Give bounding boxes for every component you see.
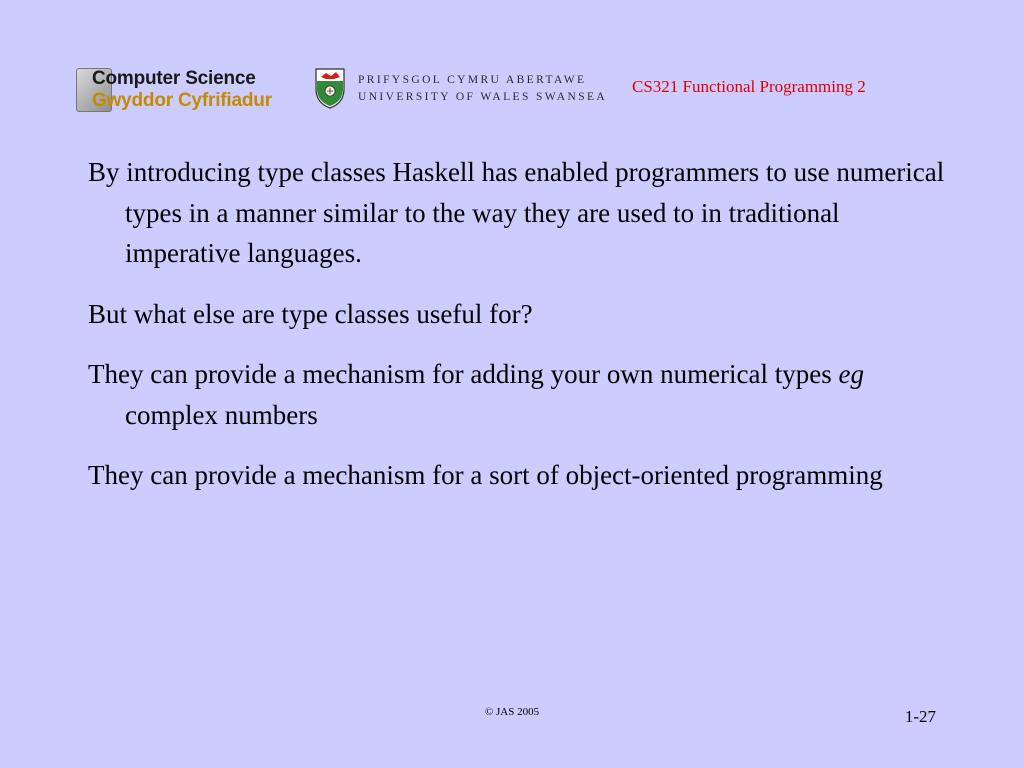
slide-header <box>0 0 1024 130</box>
university-name-welsh: PRIFYSGOL CYMRU ABERTAWE <box>358 74 587 86</box>
slide-number: 1-27 <box>904 707 936 726</box>
paragraph-text: complex numbers <box>125 399 318 430</box>
university-name <box>358 72 607 106</box>
copyright-notice: © JAS 2005 <box>484 706 540 718</box>
computer-science-logo <box>76 68 312 114</box>
paragraph: But what else are type classes useful for? <box>88 298 533 329</box>
slide-body <box>88 152 958 516</box>
logo-cs-english: Computer Science <box>92 68 256 89</box>
university-crest-icon <box>314 67 346 109</box>
paragraph: They can provide a mechanism for a sort of object-oriented programming <box>88 460 883 490</box>
emphasis-text: eg <box>838 359 864 389</box>
paragraph-text: They can provide a mechanism for adding your own numerical types <box>88 359 839 389</box>
course-title: CS321 Functional Programming 2 <box>632 77 866 96</box>
paragraph: By introducing type classes Haskell has enabled programmers to use numerical types in a manner similar to the way they are used to in traditional imperative languages. <box>88 157 945 268</box>
logo-cs-welsh: Gwyddor Cyfrifiadur <box>92 90 272 111</box>
paragraph <box>88 354 958 435</box>
university-name-english: UNIVERSITY OF WALES SWANSEA <box>358 91 608 103</box>
